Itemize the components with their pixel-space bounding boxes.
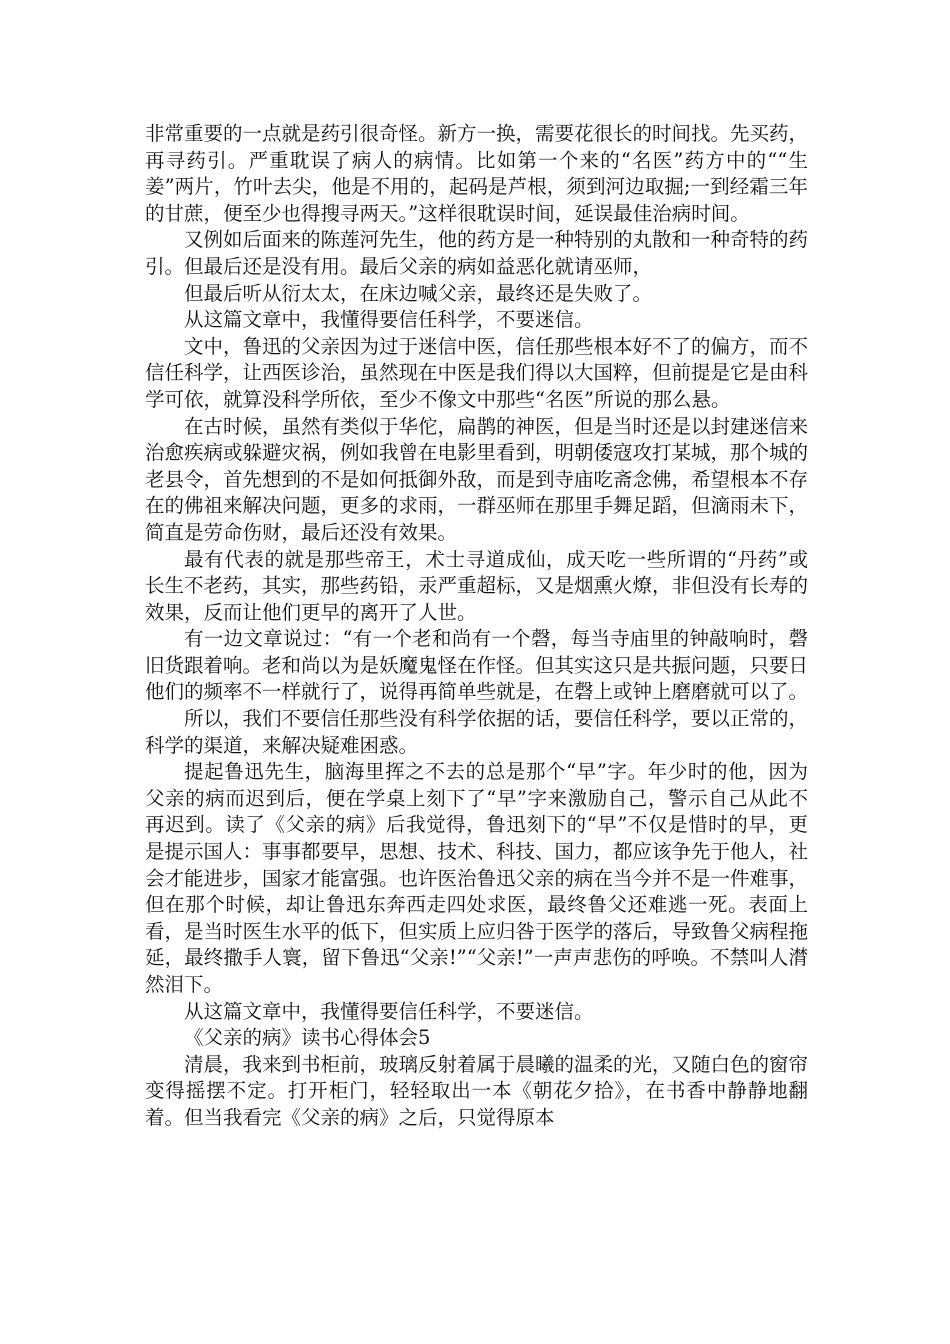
paragraph-4: 从这篇文章中，我懂得要信任科学，不要迷信。 bbox=[184, 308, 594, 332]
document-body bbox=[145, 121, 808, 1132]
paragraph-9: 所以，我们不要信任那些没有科学依据的话，要信任科学，要以正常的，科学的渠道，来解决疑难困惑。 bbox=[145, 707, 809, 757]
paragraph-8: 有一边文章说过：“有一个老和尚有一个磬，每当寺庙里的钟敲响时，磬旧货跟着响。老和尚以为是妖魔鬼怪在作怪。但其实这只是共振问题，只要日他们的频率不一样就行了，说得再简单些就是，在磬上或钟上磨磨就可以了。 bbox=[145, 627, 809, 704]
section-heading: 《父亲的病》读书心得体会5 bbox=[184, 1026, 431, 1050]
paragraph-3: 但最后听从衍太太，在床边喊父亲，最终还是失败了。 bbox=[184, 281, 653, 305]
paragraph-1: 非常重要的一点就是药引很奇怪。新方一换，需要花很长的时间找。先买药，再寻药引。严重耽误了病人的病情。比如第一个来的“名医”药方中的““生姜”两片，竹叶去尖，他是不用的，起码是芦根，须到河边取掘;一到经霜三年的甘蔗，便至少也得搜寻两天。”这样很耽误时间，延误最佳治病时间。 bbox=[145, 122, 809, 225]
paragraph-10: 提起鲁迅先生，脑海里挥之不去的总是那个“早”字。年少时的他，因为父亲的病而迟到后，便在学桌上刻下了“早”字来激励自己，警示自己从此不再迟到。读了《父亲的病》后我觉得，鲁迅刻下的“早”不仅是惜时的早，更是提示国人：事事都要早，思想、技术、科技、国力，都应该争先于他人，社会才能进步，国家才能富强。也许医治鲁迅父亲的病在当今并不是一件难事，但在那个时候，却让鲁迅东奔西走四处求医，最终鲁父还难逃一死。表面上看，是当时医生水平的低下，但实质上应归咎于医学的落后，导致鲁父病程拖延，最终撒手人寰，留下鲁迅“父亲!”“父亲!”一声声悲伤的呼唤。不禁叫人潸然泪下。 bbox=[145, 760, 809, 996]
paragraph-5: 文中，鲁迅的父亲因为过于迷信中医，信任那些根本好不了的偏方，而不信任科学，让西医诊治，虽然现在中医是我们得以大国粹，但前提是它是由科学可依，就算没科学所依，至少不像文中那些“名医”所说的那么悬。 bbox=[145, 334, 809, 411]
paragraph-12: 清晨，我来到书柜前，玻璃反射着属于晨曦的温柔的光，又随白色的窗帘变得摇摆不定。打开柜门，轻轻取出一本《朝花夕拾》，在书香中静静地翻着。但当我看完《父亲的病》之后，只觉得原本 bbox=[145, 1052, 809, 1129]
paragraph-2: 又例如后面来的陈莲河先生，他的药方是一种特别的丸散和一种奇特的药引。但最后还是没有用。最后父亲的病如益恶化就请巫师， bbox=[145, 228, 809, 278]
paragraph-6: 在古时候，虽然有类似于华佗，扁鹊的神医，但是当时还是以封建迷信来治愈疾病或躲避灾祸，例如我曾在电影里看到，明朝倭寇攻打某城，那个城的老县令，首先想到的不是如何抵御外敌，而是到寺庙吃斋念佛，希望根本不存在的佛祖来解决问题，更多的求雨，一群巫师在那里手舞足蹈，但滴雨未下，简直是劳命伤财，最后还没有效果。 bbox=[145, 414, 809, 544]
paragraph-11: 从这篇文章中，我懂得要信任科学，不要迷信。 bbox=[184, 999, 594, 1023]
paragraph-7: 最有代表的就是那些帝王，术士寻道成仙，成天吃一些所谓的“丹药”或长生不老药，其实，那些药铅，汞严重超标，又是烟熏火燎，非但没有长寿的效果，反而让他们更早的离开了人世。 bbox=[145, 547, 809, 624]
